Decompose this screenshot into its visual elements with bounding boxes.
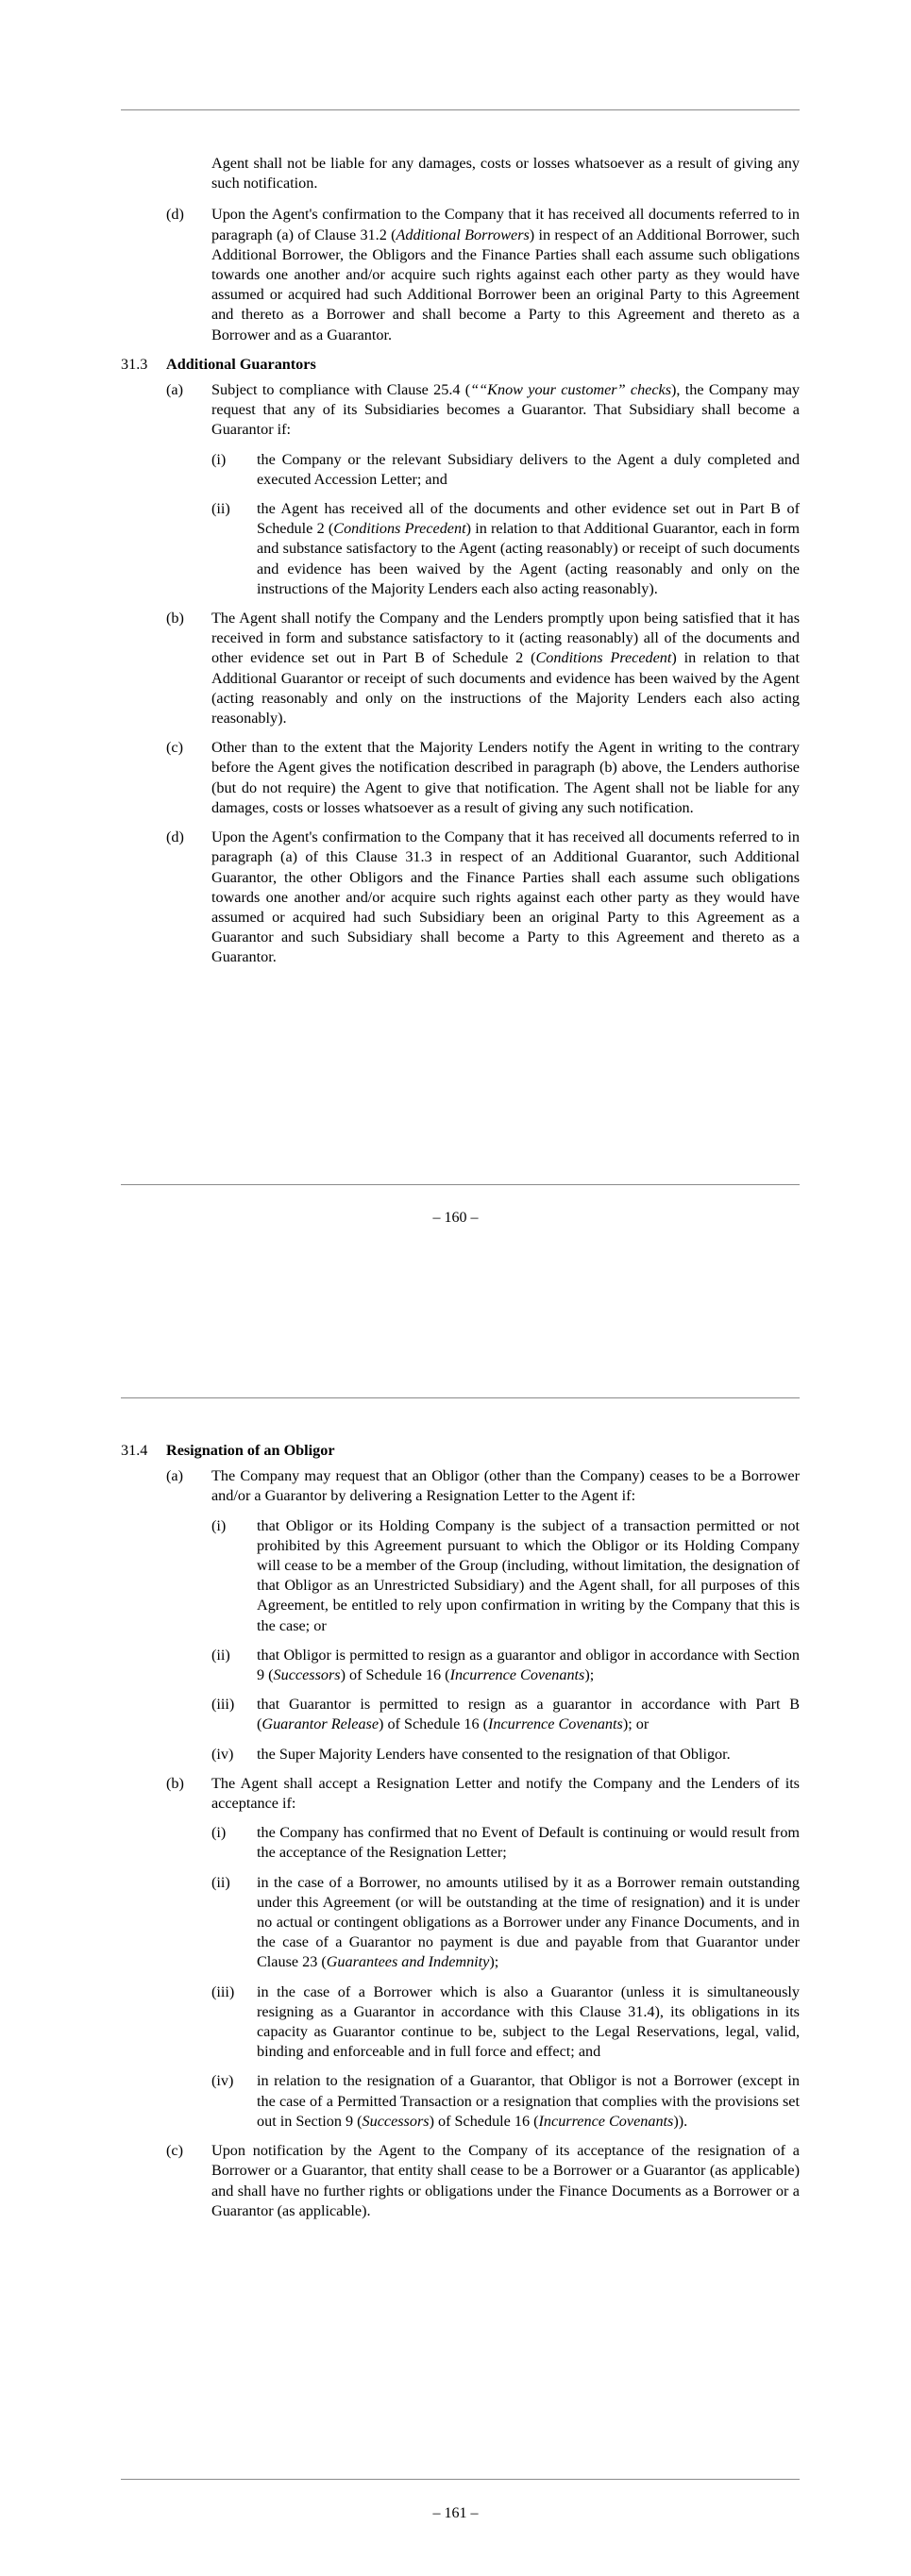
header-rule [121, 1397, 800, 1398]
section-number: 31.3 [121, 355, 148, 373]
schedule-reference: Conditions Precedent [535, 649, 672, 667]
subparagraph-iv: (iv) the Super Majority Lenders have consented to the resignation of that Obligor. [211, 1745, 731, 1763]
subparagraph-iii: (iii) in the case of a Borrower which is also a Guarantor (unless it is simultaneously resigning as a Guarantor in accordance with this Clause 31.4), its obligations in its capacity as Guarantor continue to be, subject to the Legal Reservations, legal, valid, binding and enforceable and in full force and effect; and [211, 1982, 800, 2061]
page-160 [0, 0, 911, 1279]
subparagraph-iv: (iv) in relation to the resignation of a Guarantor, that Obligor is not a Borrower (except in the case of a Permitted Transaction or a resignation that complies with the provisions set out in Section 9 (Successors) of Schedule 16 (Incurrence Covenants)). [211, 2072, 800, 2130]
continuation-text: Agent shall not be liable for any damages, costs or losses whatsoever as a result of giving any such notification. [211, 155, 800, 192]
section-title: Additional Guarantors [166, 355, 316, 373]
paragraph-d: (d) Upon the Agent's confirmation to the Company that it has received all documents referred to in paragraph (a) of this Clause 31.3 in respect of an Additional Guarantor, such Additional Guarantor, the other Obligors and the Finance Parties shall each assume such obligations towards one another and/or acquire such rights against each other party as they would have assumed or acquired had such Subsidiary been an original Party to this Agreement as a Guarantor and such Subsidiary shall become a Party to this Agreement and thereto as a Guarantor. [166, 828, 800, 966]
schedule-reference: Conditions Precedent [333, 520, 466, 538]
subparagraph-iii: (iii) that Guarantor is permitted to resign as a guarantor in accordance with Part B (Guarantor Release) of Schedule 16 (Incurrence Covenants); or [211, 1696, 800, 1733]
paragraph-a: (a) Subject to compliance with Clause 25.4 (““Know your customer” checks), the Company may request that any of its Subsidiaries becomes a Guarantor. That Subsidiary shall become a Guarantor if: [166, 381, 801, 439]
subparagraph-i: (i) that Obligor or its Holding Company is the subject of a transaction permitted or not prohibited by this Agreement pursuant to which the Obligor or its Holding Company will cease to be a member of the Group (including, without limitation, the designation of that Obligor as an Unrestricted Subsidiary) and the Agent shall, for all purposes of this Agreement, be entitled to rely upon confirmation in writing by the Company that this is the case; or [211, 1516, 800, 1634]
subparagraph-i: (i) the Company has confirmed that no Event of Default is continuing or would result from the acceptance of the Resignation Letter; [211, 1824, 800, 1862]
clause-reference: ““Know your customer” checks [470, 381, 672, 399]
footer-rule [121, 1184, 800, 1185]
paragraph-a: (a) The Company may request that an Obligor (other than the Company) ceases to be a Borrower and/or a Guarantor by delivering a Resignation Letter to the Agent if: [166, 1467, 800, 1505]
page-160-body [121, 154, 800, 978]
page-161 [0, 1288, 911, 2576]
section-number: 31.4 [121, 1442, 148, 1459]
footer-rule [121, 2479, 800, 2480]
paragraph-d: (d) Upon the Agent's confirmation to the Company that it has received all documents referred to in paragraph (a) of Clause 31.2 (Additional Borrowers) in respect of an Additional Borrower, such Additional Borrower, the Obligors and the Finance Parties shall each assume such obligations towards one another and/or acquire such rights against each other party as they would have assumed or acquired had such Additional Borrower been an original Party to this Agreement and thereto as a Borrower and shall become a Party to this Agreement and thereto as a Borrower and as a Guarantor. [166, 206, 800, 343]
clause-reference: Additional Borrowers [396, 226, 530, 243]
header-rule [121, 109, 800, 110]
subparagraph-ii: (ii) that Obligor is permitted to resign as a guarantor and obligor in accordance with Section 9 (Successors) of Schedule 16 (Incurrence Covenants); [211, 1646, 800, 1684]
subparagraph-ii: (ii) the Agent has received all of the documents and other evidence set out in Part B of Schedule 2 (Conditions Precedent) in relation to that Additional Guarantor, each in form and substance satisfactory to the Agent (acting reasonably) or receipt of such documents and evidence has been waived by the Agent (acting reasonably and only on the instructions of the Majority Lenders each also acting reasonably). [211, 500, 800, 597]
paragraph-b: (b) The Agent shall notify the Company and the Lenders promptly upon being satisfied that it has received in form and substance satisfactory to it (acting reasonably) all of the documents and other evidence set out in Part B of Schedule 2 (Conditions Precedent) in relation to that Additional Guarantor or receipt of such documents and evidence has been waived by the Agent (acting reasonably and only on the instructions of the Majority Lenders each also acting reasonably). [166, 610, 800, 728]
page-161-body [121, 1441, 800, 2231]
paragraph-label: (d) [166, 206, 184, 224]
section-title: Resignation of an Obligor [166, 1442, 335, 1459]
paragraph-c: (c) Other than to the extent that the Majority Lenders notify the Agent in writing to the contrary before the Agent gives the notification described in paragraph (b) above, the Lenders authorise (but do not require) the Agent to give that notification. The Agent shall not be liable for any damages, costs or losses whatsoever as a result of giving any such notification. [166, 739, 800, 816]
page-number: – 160 – [432, 1210, 479, 1226]
paragraph-c: (c) Upon notification by the Agent to the Company of its acceptance of the resignation of a Borrower or a Guarantor, that entity shall cease to be a Borrower or a Guarantor (as applicable) and shall have no further rights or obligations under the Finance Documents as a Borrower or a Guarantor (as applicable). [166, 2142, 800, 2219]
subparagraph-i: (i) the Company or the relevant Subsidiary delivers to the Agent a duly completed and executed Accession Letter; and [211, 450, 800, 488]
page-number: – 161 – [432, 2505, 479, 2521]
subparagraph-ii: (ii) in the case of a Borrower, no amounts utilised by it as a Borrower remain outstanding under this Agreement (or will be outstanding at the time of resignation) and it is under no actual or contingent obligations as a Borrower under any Finance Documents, and in the case of a Guarantor no payment is due and payable from that Guarantor under Clause 23 (Guarantees and Indemnity); [211, 1873, 800, 1971]
section-heading-31-4 [121, 1441, 800, 1461]
paragraph-b: (b) The Agent shall accept a Resignation Letter and notify the Company and the Lenders of its acceptance if: [166, 1774, 800, 1813]
section-heading-31-3 [121, 355, 800, 375]
